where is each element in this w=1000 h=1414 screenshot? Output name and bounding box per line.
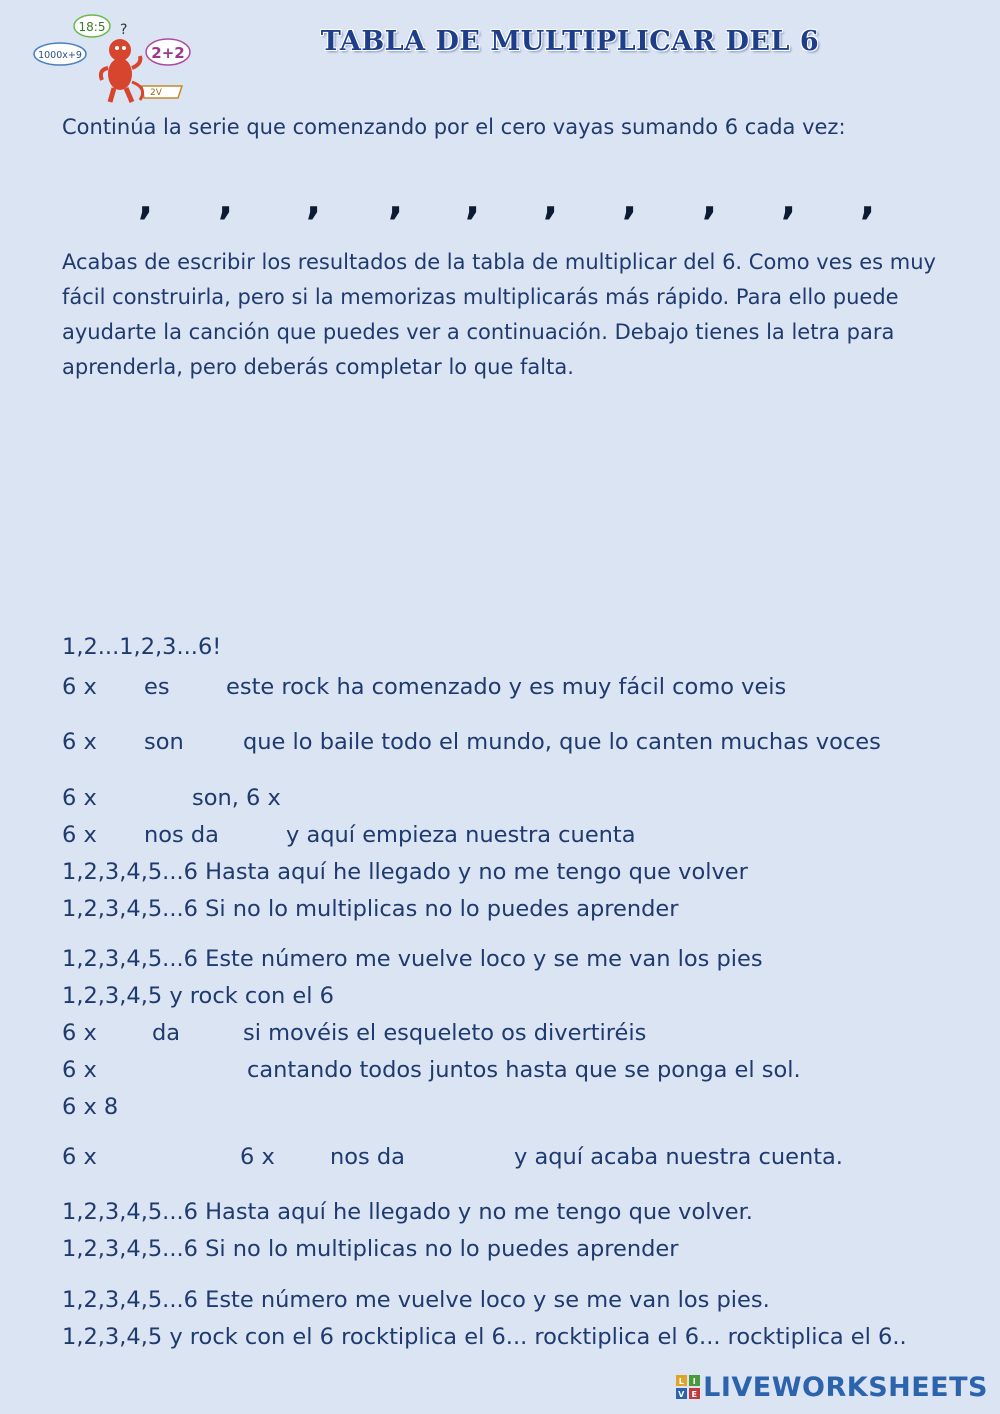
lyric-line xyxy=(62,1142,962,1172)
brand-name: LIVEWORKSHEETS xyxy=(703,1372,988,1403)
lyric-line xyxy=(62,727,962,757)
lyric-line xyxy=(62,1055,962,1085)
lyric-line: 1,2,3,4,5 y rock con el 6 xyxy=(62,983,334,1009)
lyric-segment: 6 x xyxy=(62,822,97,848)
lyric-segment: son, 6 x xyxy=(192,785,281,811)
lyric-line xyxy=(62,820,962,850)
lyric-segment: son xyxy=(144,729,184,755)
lyric-segment: y aquí acaba nuestra cuenta. xyxy=(514,1144,843,1170)
lyric-line xyxy=(62,1018,962,1048)
lyric-segment: 6 x xyxy=(62,1144,97,1170)
series-comma: , xyxy=(781,178,797,224)
page-title: TABLA DE MULTIPLICAR DEL 6 xyxy=(320,26,820,57)
series-comma: , xyxy=(543,178,559,224)
lyric-segment: 6 x xyxy=(240,1144,275,1170)
lyric-line: 1,2...1,2,3...6! xyxy=(62,634,222,660)
lyric-segment: nos da xyxy=(144,822,219,848)
mark-letter: I xyxy=(692,1377,697,1386)
lyric-line: 1,2,3,4,5...6 Este número me vuelve loco y se me van los pies. xyxy=(62,1287,770,1313)
lyric-segment: 6 x xyxy=(62,729,97,755)
series-comma: , xyxy=(218,178,234,224)
lyric-segment: 6 x xyxy=(62,785,97,811)
bubble-text: 2V xyxy=(150,88,162,98)
instruction-text: Continúa la serie que comenzando por el cero vayas sumando 6 cada vez: xyxy=(62,115,846,139)
lyric-line: 1,2,3,4,5...6 Hasta aquí he llegado y no me tengo que volver xyxy=(62,859,748,885)
lyric-segment: que lo baile todo el mundo, que lo canten muchas voces xyxy=(243,729,881,755)
lyric-line xyxy=(62,783,962,813)
lyric-line xyxy=(62,672,962,702)
lyric-line: 1,2,3,4,5...6 Este número me vuelve loco y se me van los pies xyxy=(62,946,763,972)
lyric-line: 1,2,3,4,5...6 Si no lo multiplicas no lo puedes aprender xyxy=(62,1236,679,1262)
lyric-line: 1,2,3,4,5 y rock con el 6 rocktiplica el 6... rocktiplica el 6... rocktiplica el 6.. xyxy=(62,1324,907,1350)
liveworksheets-logo-icon xyxy=(676,1375,700,1399)
lyric-segment: 6 x xyxy=(62,674,97,700)
lyric-segment: da xyxy=(152,1020,181,1046)
lyric-segment: y aquí empieza nuestra cuenta xyxy=(286,822,636,848)
lyric-segment: 6 x xyxy=(62,1020,97,1046)
series-comma: , xyxy=(702,178,718,224)
bubble-text: ? xyxy=(120,22,128,38)
lyric-line: 1,2,3,4,5...6 Si no lo multiplicas no lo puedes aprender xyxy=(62,896,679,922)
mark-letter: L xyxy=(678,1377,685,1386)
lyric-segment: es xyxy=(144,674,170,700)
lyric-segment: cantando todos juntos hasta que se ponga el sol. xyxy=(247,1057,801,1083)
liveworksheets-brand xyxy=(676,1372,988,1403)
series-comma: , xyxy=(138,178,154,224)
series-comma: , xyxy=(622,178,638,224)
lyric-segment: nos da xyxy=(330,1144,405,1170)
series-comma: , xyxy=(465,178,481,224)
lyric-line: 1,2,3,4,5...6 Hasta aquí he llegado y no me tengo que volver. xyxy=(62,1199,753,1225)
bubble-text: 18:5 xyxy=(78,20,106,34)
mark-letter: V xyxy=(678,1390,686,1399)
bubble-text: 2+2 xyxy=(151,44,185,62)
series-comma: , xyxy=(860,178,876,224)
mark-letter: E xyxy=(691,1390,698,1399)
lyric-line: 6 x 8 xyxy=(62,1094,119,1120)
series-comma: , xyxy=(306,178,322,224)
lyric-segment: si movéis el esqueleto os divertiréis xyxy=(243,1020,647,1046)
lyric-segment: 6 x xyxy=(62,1057,97,1083)
monkey-math-logo xyxy=(32,8,197,108)
explanation-paragraph: Acabas de escribir los resultados de la tabla de multiplicar del 6. Como ves es muy fácil construirla, pero si la memorizas multiplicarás más rápido. Para ello puede ayudarte la canción que puedes ver a continuación. Debajo tienes la letra para aprenderla, pero deberás completar lo que falta. xyxy=(62,250,936,379)
lyric-segment: este rock ha comenzado y es muy fácil como veis xyxy=(226,674,787,700)
series-comma: , xyxy=(388,178,404,224)
bubble-text: 1000x+9 xyxy=(38,50,82,61)
